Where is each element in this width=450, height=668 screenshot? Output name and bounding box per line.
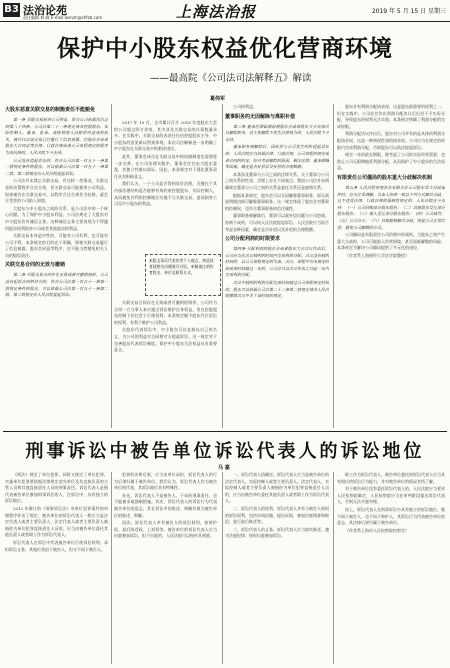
paragraph: 根据本条规定，股东会可以无因解除董事职务，即无需说明理由即可解除董事职务。这一规定体现了股东会对董事的控制权，也符合董事职务的信任属性。: [225, 192, 329, 211]
paragraph: 第五条 人民法院审理涉及有限责任公司股东重大分歧案件时，应当注重调解。当事人协商一致以下列方式解决分歧，且不违反法律、行政法规的强制性规定的，人民法院应予支持：（一）公司回购部分股东股份；（二）其他股东受让部分股东股份；（三）他人受让部分股东股份；（四）公司减资；（五）公司分立；（六）其他能够解决分歧，恢复公司正常经营，避免公司解散的方式。: [337, 184, 445, 230]
column-divider: [222, 104, 223, 428]
paragraph: 第三条 董事任期届满前被股东会或者股东大会有效决议解除职务，其主张解除不发生法律效力的，人民法院不予支持。: [225, 123, 329, 142]
column-divider: [111, 472, 112, 664]
section-title: 法治论苑: [23, 4, 67, 17]
paragraph: 我们认为，一个公司是否得到良好治理，关键在于其内部治理结构是否能够有效约束控股股东、实际控制人，从而避免其利用控制地位实施不当关联交易，进而损害公司及中小股东的利益。: [114, 181, 217, 207]
paragraph: 三、诉讼代表人的义务。诉讼代表人应当如实陈述、遵守法庭纪律，按时出庭参加诉讼。: [225, 526, 329, 539]
column-divider: [111, 104, 112, 428]
paragraph: 诉讼代表人在诉讼中代表被告单位行使诉讼权利、承担诉讼义务，其地位类似于被告人，但又不同于被告人。: [5, 539, 108, 552]
section-heading: 大股东恶意关联交易的制衡责任不能豁免: [5, 107, 96, 113]
paragraph: 公司没有提起诉讼的，符合公司法第一百五十一条第一款规定条件的股东，可以依据公司法第一百五十一条第二款、第三款规定向人民法院提起诉讼。: [5, 157, 108, 176]
paragraph: 董事职务被解除后，因补偿与公司发生纠纷提起诉讼的，人民法院应当依据法律、行政法规、公司章程的规定或者合同的约定，综合考虑解除的原因、剩余任期、董事薪酬等因素，确定是否补偿以及补偿的合理数额。: [225, 144, 329, 170]
paragraph: 综上，诉讼代表人在刑事诉讼中具有独立的诉讼地位，既不同于被告人，也不同于辩护人，其诉讼行为代表被告单位的意志，其法律后果归属于被告单位。: [337, 506, 445, 526]
article1-author: 葛伟军: [210, 96, 226, 102]
paragraph: 公司僵局是有限责任公司治理中的顽疾。当股东之间产生重大分歧时，公司可能陷入经营困境，甚至面临解散的风险。本条规定为解决公司僵局提供了多元化的途径。: [337, 232, 445, 251]
paragraph: 公司法并未禁止关联交易。有这样一类情况，关联交易的决策程序合法合规，但关联交易可能损害公司利益。如果被告在关联交易中，以程序合法合规作为抗辩，就会让受害的公司陷入困境。: [5, 178, 108, 204]
section-heading: 关联交易合同的无效与撤销: [5, 262, 66, 269]
masthead: [0, 0, 450, 22]
paragraph: 第二条 关联交易合同存在无效或者可撤销情形，公司没有起诉合同相对方的，符合公司法第一百五十一条第一款规定条件的股东，可以依据公司法第一百五十一条第二款、第三款规定向人民法院提起诉讼。: [5, 272, 108, 298]
paragraph: （作者系上海财经大学法学院教授）: [345, 252, 409, 258]
editor-box-note: 本版文章仅代表作者个人观点，欢迎读者就相关问题展开讨论。来稿请注明作者姓名、单位及联系方式。: [145, 254, 221, 296]
article1-column-4: [337, 104, 445, 428]
article1-column-1: [5, 104, 108, 428]
column-divider: [333, 472, 334, 664]
article1-subheadline: ——最高院《公司法司法解释五》解读: [150, 73, 312, 84]
paragraph: 董事职务被解除后，董事可以就补偿问题与公司协商，协商不成的，可以向人民法院提起诉讼。人民法院应当综合考虑各种因素，确定是否补偿以及补偿的合理数额。: [225, 213, 329, 232]
paragraph: 关联交易本身是中性的，可能对公司有利，也可能对公司不利。本条规定的目的在于明确，即使关联交易履行了信息披露、股东会同意等程序，也不能当然豁免相关人员的赔偿责任。: [5, 233, 108, 258]
paragraph: 股东享有利润分配请求权，这是股东最重要的权利之一。但在实践中，公司往往作出利润分配决议后迟迟不予实际分配，导致股东的权利无法实现。本条规定明确了利润分配的完成时限。: [337, 104, 445, 129]
paragraph: 第一条 关联交易损害公司利益，原告公司依据民法总则第八十四条、公司法第二十一条规定请求控股股东、实际控制人、董事、监事、高级管理人员赔偿所造成的损失，被告仅以该交易已经履行了信息披露、经股东会或者股东大会同意等法律、行政法规或者公司章程规定的程序为由抗辩的，人民法院不予支持。: [5, 117, 108, 155]
article2-column-3: [225, 472, 329, 664]
article1-headline: 保护中小股东权益优化营商环境: [57, 36, 393, 62]
article2-column-1: [5, 472, 108, 664]
paragraph: 再次，诉讼代表人享有被告人的诉讼权利，如辩护权、最后陈述权、上诉权等。被告单位的诉讼代表人应当出庭参加诉讼，拒不出庭的，人民法院可以拘传其到庭。: [114, 520, 217, 539]
paragraph: 一、诉讼代表人的确定。诉讼代表人应当是被告单位的法定代表人、实际控制人或者主要负责人。法定代表人、实际控制人或者主要负责人被指控为单位犯罪直接责任人员的，应当由被告单位委托其他负责人或者职工作为诉讼代表人。: [225, 472, 329, 504]
article2-column-4: [337, 472, 445, 664]
article1-column-3: [225, 104, 329, 428]
section-heading: 有限责任公司僵局的股东重大分歧解决机制: [337, 174, 433, 181]
paragraph: 2017 年 10 月，全市累计召开 2018 年度股东大会的公司超过四万余家，其中涉及关联交易的议案数量众多。在实践中，关联交易的表决往往由控股股东主导，中小股东的意见难以得到体现。本次司法解释进一步明确了中小股东在关联交易中的救济途径。: [114, 120, 217, 152]
paragraph: 大股东与中小股东之间的关系，是公司法中的一个核心问题。为了保护中小股东利益，公司法规定了大股东对中小股东负有诚信义务，这种诚信义务主要表现为不得滥用股东权利损害公司或者其他股东的利益。: [5, 205, 108, 231]
paragraph: 职工作为诉讼代表人，被告单位委托的诉讼代表人应当具有相应的诉讼行为能力，并对被告单位的情况有所了解。: [337, 472, 445, 484]
article2-column-2: [114, 472, 217, 664]
article2-headline: 刑事诉讼中被告单位诉讼代表人的诉讼地位: [25, 441, 425, 462]
paragraph: 《刑法》规定了单位犯罪，同时又规定了单位犯罪，实施单位犯罪要依据法律规定追究单位及其直接负责的主管人员和其他直接责任人员的刑事责任。诉讼代表人是指代表被告单位参加刑事诉讼的人，在诉讼中，具有独立的诉讼地位。: [5, 472, 108, 504]
paragraph: 公司的利益。: [233, 104, 257, 109]
page-number: B3: [4, 4, 19, 15]
paragraph: （作者系上海市人民检察院检察官）: [345, 527, 409, 533]
article2-author: 马 嘉: [218, 465, 230, 471]
paragraph: 2012 年修订的《刑事诉讼法》对单位犯罪案件的审理程序作出了规定，被告单位的诉讼代表人一般应当是法定代表人或者主要负责人，法定代表人或者主要负责人被指控为单位犯罪直接责任人员的，应当由被告单位委托其他负责人或者职工作为诉讼代表人。: [5, 505, 108, 538]
paragraph: 决议中载明的利润分配完成时间超过公司章程规定时间的，股东可以依据公司法第二十二条第二款规定请求人民法院撤销决议中关于该时间的规定。: [225, 280, 329, 299]
article-separator: [3, 431, 447, 432]
paragraph: 首先，诉讼代表人不是被告人，不承担刑事责任，也不能被采取强制措施。其次，诉讼代表人的诉讼行为代表被告单位的意志，其在诉讼中的陈述、辩解均视为被告单位的陈述、辩解。: [114, 492, 217, 518]
section-heading: 公司分配利润的时限要求: [225, 236, 281, 243]
article1-column-2: [114, 120, 217, 250]
column-divider: [222, 472, 223, 664]
paragraph: 利润分配决议作出后，股东对公司享有的是具体的利润分配请求权，这是一种债权性质的请求权。公司应当在规定的时限内完成利润分配，否则股东可以依法提起诉讼。: [337, 131, 445, 150]
article1-column-2-continued: [114, 300, 217, 428]
newspaper-logo: 上海法治报: [176, 3, 257, 21]
section-heading: 董事职务的无因解除与离职补偿: [225, 113, 296, 120]
paragraph: 犯罪的法律后果，应当由单位承担，诉讼代表人的行为后果归属于被告单位。我们认为，诉讼代表人作为被告单位的代表，其诉讼地位具有特殊性。: [114, 472, 217, 491]
paragraph: 第四条 分配利润的股东会或者股东大会决议作出后，公司应当在决议载明的时间内完成利润分配。决议没有载明时间的，以公司章程规定的为准。决议、章程中均未规定时间或者时间超过一年的，公司应当自决议作出之日起一年内完成利润分配。: [225, 246, 329, 278]
paragraph: 对于被告单位没有委托诉讼代表人的，人民法院应当要求人民检察院确定，人民检察院应当在审判阶段提出诉讼代表人，否则无法开庭审理。: [337, 486, 445, 505]
paragraph: 在股东代表诉讼中，中小股东可以直接以自己的名义，为公司的利益对合同相对方提起诉讼。这一规定对于完善股东代表诉讼制度、保护中小股东合法权益具有重要意义。: [114, 327, 217, 353]
paragraph: 本条涉及董事与公司之间的法律关系。关于董事与公司之间关系的性质，学理上存在不同观点。我国公司法并未明确规定董事与公司之间的关系是委任关系还是雇佣关系。: [225, 171, 329, 190]
editor-info: 责任编辑 林 嵘 E-mail:wenzh@shfzb.com: [23, 15, 103, 20]
paragraph: 规定一年的最长期限，既考虑了公司的实际经营需要，也防止公司无限期拖延利润分配，从而保护了中小股东的合法权益。: [337, 152, 445, 171]
paragraph: 此外，董事会成员在关联交易中的回避制度也需要进一步完善。在公司治理实践中，董事会往往由大股东委派，其独立性难以保证。因此，本条规定对于强化董事责任具有积极意义。: [114, 153, 217, 179]
issue-date: 2019 年 5 月 15 日 星期三: [371, 8, 446, 15]
paragraph: 关联交易合同存在无效或者可撤销的情形，公司作为合同一方当事人本应通过诉讼维护自身权益，但在控股股东控制下往往怠于行使权利。本条规定赋予股东代位诉讼的权利，有利于维护公司利益。: [114, 300, 217, 325]
column-divider: [333, 104, 334, 428]
paragraph: 二、诉讼代表人的权利。诉讼代表人享有与被告人相同的诉讼权利，包括申请回避、提出证据、参加法庭调查和辩论、进行最后陈述等。: [225, 505, 329, 525]
